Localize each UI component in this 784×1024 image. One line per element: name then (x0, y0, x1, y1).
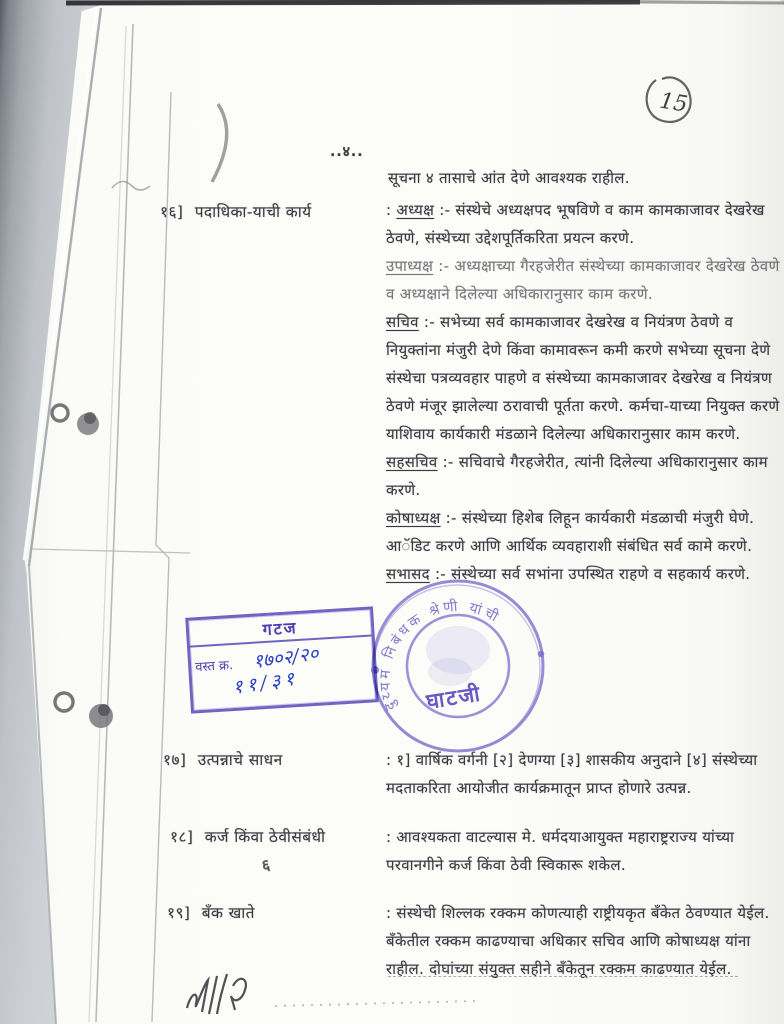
punch-hole-blob-2b (98, 704, 110, 716)
round-stamp-center-text: घाटजी (424, 681, 484, 714)
duty-secretary (386, 308, 784, 448)
page-marker: ..४.. (330, 144, 364, 160)
rect-stamp-title: गटज (188, 610, 371, 648)
section-16-label (160, 200, 312, 222)
top-edge-shadow (66, 2, 640, 3)
rect-stamp-number-2: ११/३१ (231, 667, 300, 699)
duty-role: कोषाध्यक्ष (386, 509, 441, 527)
paper-fold-edge (29, 8, 101, 566)
duty-president (386, 196, 784, 252)
section-16-title: पदाधिका-याची कार्य (194, 203, 312, 221)
section-18-label (170, 825, 325, 847)
section-17-title: उत्पन्नाचे साधन (197, 751, 283, 769)
section-18-number: १८] (170, 828, 194, 846)
stray-mark: ६ (260, 855, 272, 875)
duty-role: सभासद (386, 565, 430, 583)
horizontal-crease (30, 549, 190, 553)
section-17-number: १७] (163, 751, 187, 769)
rect-stamp-number: १७०२/२० (251, 642, 320, 673)
round-stamp-smudge-2 (428, 658, 472, 686)
duty-text: :- अध्यक्षाच्या गैरहजेरीत संस्थेच्या कामकाजावर देखरेख ठेवणे व अध्यक्षाने दिलेल्या अधिकारानुसार काम करणे. (386, 257, 780, 303)
dotted-baseline (275, 1001, 475, 1006)
duty-role: सहसचिव (386, 453, 438, 471)
duty-role: अध्यक्ष (396, 201, 435, 219)
vertical-crease-1 (96, 24, 133, 1022)
section-16-content (386, 196, 784, 588)
rect-stamp-body (190, 636, 375, 705)
section-separator: : (386, 751, 397, 769)
duty-text: :- संस्थेच्या हिशेब लिहून कार्यकारी मंडळाची मंजुरी घेणे. आॅडिट करणे आणि आर्थिक व्यवहाराशी संबंधित सर्व कामे करणे. (386, 509, 755, 555)
round-stamp-arc-textpath: दुय्यम निबंधक श्रेणी यांची (377, 598, 504, 713)
vertical-crease-2 (152, 92, 171, 1022)
punch-hole-ring-2 (55, 693, 73, 711)
duty-treasurer (386, 504, 784, 560)
section-19-label (167, 901, 255, 923)
handwritten-page-number (638, 70, 708, 134)
section-18-text (386, 823, 784, 879)
section-separator: : (386, 904, 397, 922)
duty-text: :- सभेच्या सर्व कामकाजावर देखरेख व नियंत्रण ठेवणे व नियुक्तांना मंजुरी देणे किंवा कामावरून कमी करणे सभेच्या सूचना देणे संस्थेचा पत्रव्यवहार पाहणे व संस्थेच्या कामकाजावर देखरेख व नियंत्रण ठेवणे मंजूर झालेल्या ठरावाची पूर्तता करणे. कर्मचा-याच्या नियुक्त करणे याशिवाय कार्यकारी मंडळाने दिलेल्या अधिकारानुसार काम करणे. (386, 313, 780, 443)
section-body: आवश्यकता वाटल्यास मे. धर्मदयाआयुक्त महाराष्ट्रराज्य यांच्या परवानगीने कर्ज किंवा ठेवी स्विकारू शकेल. (386, 828, 735, 874)
top-edge-shadow-right (640, 2, 784, 3)
small-squiggle-mark (112, 181, 150, 190)
paper-left-edge-lower (29, 566, 56, 1024)
fold-highlight (24, 10, 96, 560)
duty-text: :- सचिवाचे गैरहजेरीत, त्यांनी दिलेल्या अधिकारानुसार काम करणे. (386, 453, 768, 499)
section-19-title: बँक खाते (201, 904, 255, 922)
duty-role: सचिव (386, 313, 419, 331)
duty-text: :- संस्थेच्या सर्व सभांना उपस्थित राहणे व सहकार्य करणे. (429, 565, 751, 583)
duty-role: उपाध्यक्ष (386, 257, 434, 275)
punch-hole-ring-1 (52, 405, 68, 421)
punch-hole-blob-1b (84, 412, 96, 424)
intro-line: सूचना ४ तासाचे आंत देणे आवश्यक राहील. (388, 169, 630, 187)
duty-vice-president (386, 252, 784, 308)
section-body: १] वार्षिक वर्गनी [२] देणग्या [३] शासकीय अनुदाने [४] संस्थेच्या मदताकरिता आयोजीत कार्यक्रमातून प्राप्त होणारे उत्पन्न. (386, 751, 758, 797)
rect-stamp-field-label: वस्त क्र. (194, 658, 234, 676)
vertical-crease-1b (89, 26, 126, 1022)
bottom-scribble (175, 962, 495, 1022)
round-stamp-left-dot (371, 666, 379, 674)
round-stamp (362, 576, 558, 762)
section-19-number: १९] (167, 904, 191, 922)
duty-joint-secretary (386, 448, 784, 504)
duty-text: :- संस्थेचे अध्यक्षपद भूषविणे व काम कामकाजावर देखरेख ठेवणे, संस्थेच्या उद्देशपूर्तिकरिता प्रयत्न करणे. (386, 201, 765, 247)
section-18-title: कर्ज किंवा ठेवीसंबंधी (204, 828, 326, 846)
pen-crease-mark (212, 104, 227, 182)
section-16-number: १६] (160, 203, 184, 221)
round-stamp-right-dot (538, 651, 544, 657)
page-number-text: 15 (657, 88, 690, 118)
section-body: संस्थेची शिल्लक रक्कम कोणत्याही राष्ट्रीयकृत बँकेत ठेवण्यात येईल. बँकेतील रक्कम काढण्याचा अधिकार सचिव आणि कोषाध्यक्ष यांना राहील. दोघांच्या संयुक्त सहीने बँकेतून रक्कम काढण्यात येईल. (386, 904, 770, 978)
rect-stamp (185, 606, 379, 713)
section-17-label (163, 748, 283, 770)
section-18-content (386, 823, 784, 879)
duty-lead: : (386, 201, 397, 219)
section-separator: : (386, 828, 397, 846)
scribble-strokes (187, 974, 246, 1014)
